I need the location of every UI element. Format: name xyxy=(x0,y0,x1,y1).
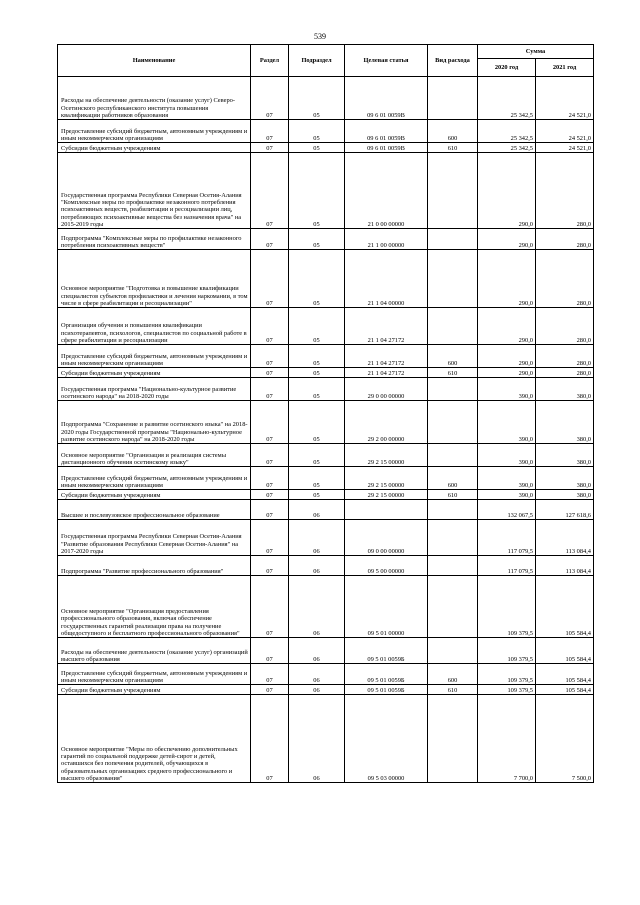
row-target: 21 1 04 27172 xyxy=(345,308,428,345)
row-subsection: 05 xyxy=(289,490,345,500)
row-subsection: 05 xyxy=(289,143,345,153)
table-row xyxy=(58,308,594,345)
row-name: Субсидии бюджетным учреждениям xyxy=(58,368,251,378)
row-sum-2021: 105 584,4 xyxy=(536,664,594,685)
row-subsection: 05 xyxy=(289,77,345,120)
row-name: Подпрограмма "Комплексные меры по профилактике незаконного потребления психоактивных веществ" xyxy=(58,229,251,250)
table-row xyxy=(58,77,594,120)
row-target: 09 5 01 0059Б xyxy=(345,638,428,664)
row-sum-2020: 109 379,5 xyxy=(478,664,536,685)
row-subsection: 05 xyxy=(289,467,345,490)
row-section: 07 xyxy=(251,556,289,576)
row-section: 07 xyxy=(251,500,289,520)
row-name: Субсидии бюджетным учреждениям xyxy=(58,143,251,153)
row-sum-2020: 390,0 xyxy=(478,490,536,500)
table-row xyxy=(58,576,594,638)
row-name: Основное мероприятие "Подготовка и повышение квалификации специалистов субъектов профилактики и лечения наркомании, в том числе в сфере реабилитации и ресоциализации" xyxy=(58,250,251,308)
row-section: 07 xyxy=(251,345,289,368)
row-sum-2020: 109 379,5 xyxy=(478,638,536,664)
table-row xyxy=(58,695,594,783)
row-sum-2020: 109 379,5 xyxy=(478,576,536,638)
table-row xyxy=(58,120,594,143)
table-row xyxy=(58,638,594,664)
row-target: 29 2 15 00000 xyxy=(345,467,428,490)
row-name: Основное мероприятие "Меры по обеспечению дополнительных гарантий по социальной поддержке детей-сирот и детей, оставшихся без попечения родителей, обучающихся в образовательных организациях среднего профессионального и высшего образования" xyxy=(58,695,251,783)
table-row xyxy=(58,490,594,500)
row-sum-2020: 109 379,5 xyxy=(478,685,536,695)
row-target: 29 2 15 00000 xyxy=(345,444,428,467)
row-sum-2020: 25 342,5 xyxy=(478,143,536,153)
row-expense-type xyxy=(428,695,478,783)
row-target: 21 1 00 00000 xyxy=(345,229,428,250)
row-sum-2020: 290,0 xyxy=(478,308,536,345)
row-sum-2021: 380,0 xyxy=(536,401,594,444)
row-sum-2020: 7 700,0 xyxy=(478,695,536,783)
row-sum-2021: 280,0 xyxy=(536,153,594,229)
row-expense-type: 610 xyxy=(428,490,478,500)
row-sum-2020: 117 079,5 xyxy=(478,520,536,556)
row-sum-2021: 7 500,0 xyxy=(536,695,594,783)
header-name: Наименование xyxy=(58,45,251,77)
row-name: Подпрограмма "Сохранение и развитие осетинского языка" на 2018-2020 годы Государственной программы "Национально-культурное развитие осетинского народа" на 2018-2020 годы xyxy=(58,401,251,444)
row-target: 21 1 04 00000 xyxy=(345,250,428,308)
row-target: 21 1 04 27172 xyxy=(345,345,428,368)
row-target: 09 5 01 0059Б xyxy=(345,685,428,695)
row-sum-2020: 390,0 xyxy=(478,401,536,444)
header-year-2021: 2021 год xyxy=(536,59,594,77)
row-expense-type: 600 xyxy=(428,664,478,685)
header-sum: Сумма xyxy=(478,45,594,59)
row-target: 09 6 01 0059В xyxy=(345,120,428,143)
row-sum-2021: 380,0 xyxy=(536,467,594,490)
row-sum-2020: 290,0 xyxy=(478,153,536,229)
row-name: Организация обучения и повышения квалификации психотерапевтов, психологов, специалистов по социальной работе в сфере реабилитации и ресоциализации xyxy=(58,308,251,345)
row-section: 07 xyxy=(251,638,289,664)
header-expense-type: Вид расхода xyxy=(428,45,478,77)
row-subsection: 06 xyxy=(289,556,345,576)
header-year-2020: 2020 год xyxy=(478,59,536,77)
row-sum-2021: 24 521,0 xyxy=(536,120,594,143)
row-name: Основное мероприятие "Организация и реализация системы дистанционного обучения осетинскому языку" xyxy=(58,444,251,467)
row-sum-2020: 25 342,5 xyxy=(478,120,536,143)
row-section: 07 xyxy=(251,444,289,467)
row-expense-type: 610 xyxy=(428,685,478,695)
row-name: Субсидии бюджетным учреждениям xyxy=(58,490,251,500)
row-subsection: 05 xyxy=(289,444,345,467)
budget-table xyxy=(57,44,594,783)
row-sum-2021: 105 584,4 xyxy=(536,685,594,695)
table-row xyxy=(58,520,594,556)
row-expense-type xyxy=(428,378,478,401)
row-subsection: 05 xyxy=(289,368,345,378)
row-expense-type xyxy=(428,576,478,638)
row-sum-2021: 105 584,4 xyxy=(536,576,594,638)
row-expense-type: 600 xyxy=(428,120,478,143)
row-name: Высшее и послевузовское профессиональное образование xyxy=(58,500,251,520)
row-section: 07 xyxy=(251,120,289,143)
row-expense-type xyxy=(428,556,478,576)
row-subsection: 06 xyxy=(289,664,345,685)
row-expense-type xyxy=(428,153,478,229)
row-sum-2021: 280,0 xyxy=(536,250,594,308)
row-expense-type xyxy=(428,77,478,120)
row-subsection: 05 xyxy=(289,250,345,308)
row-sum-2020: 132 067,5 xyxy=(478,500,536,520)
row-subsection: 05 xyxy=(289,153,345,229)
row-target: 09 5 03 00000 xyxy=(345,695,428,783)
row-subsection: 05 xyxy=(289,120,345,143)
row-section: 07 xyxy=(251,368,289,378)
row-subsection: 05 xyxy=(289,229,345,250)
table-row xyxy=(58,685,594,695)
row-expense-type xyxy=(428,308,478,345)
row-sum-2021: 280,0 xyxy=(536,229,594,250)
row-section: 07 xyxy=(251,685,289,695)
row-expense-type xyxy=(428,638,478,664)
table-row xyxy=(58,401,594,444)
row-expense-type xyxy=(428,250,478,308)
row-target: 21 1 04 27172 xyxy=(345,368,428,378)
row-subsection: 05 xyxy=(289,401,345,444)
row-name: Основное мероприятие "Организация предоставления профессионального образования, включая обеспечение государственных гарантий реализации права на получение общедоступного и бесплатного профессионального образования" xyxy=(58,576,251,638)
row-expense-type xyxy=(428,444,478,467)
row-section: 07 xyxy=(251,695,289,783)
row-name: Подпрограмма "Развитие профессионального образования" xyxy=(58,556,251,576)
row-section: 07 xyxy=(251,143,289,153)
row-expense-type: 610 xyxy=(428,143,478,153)
header-subsection: Подраздел xyxy=(289,45,345,77)
row-target: 29 2 15 00000 xyxy=(345,490,428,500)
row-expense-type: 600 xyxy=(428,345,478,368)
row-section: 07 xyxy=(251,401,289,444)
row-name: Субсидии бюджетным учреждениям xyxy=(58,685,251,695)
header-target: Целевая статья xyxy=(345,45,428,77)
row-subsection: 05 xyxy=(289,308,345,345)
row-subsection: 06 xyxy=(289,520,345,556)
row-sum-2021: 280,0 xyxy=(536,345,594,368)
row-sum-2021: 380,0 xyxy=(536,444,594,467)
table-row xyxy=(58,378,594,401)
row-sum-2020: 290,0 xyxy=(478,368,536,378)
row-sum-2020: 290,0 xyxy=(478,229,536,250)
row-name: Предоставление субсидий бюджетным, автономным учреждениям и иным некоммерческим организациям xyxy=(58,467,251,490)
row-subsection: 06 xyxy=(289,576,345,638)
row-sum-2021: 380,0 xyxy=(536,490,594,500)
row-target xyxy=(345,500,428,520)
row-sum-2021: 113 084,4 xyxy=(536,556,594,576)
row-section: 07 xyxy=(251,153,289,229)
row-section: 07 xyxy=(251,576,289,638)
table-row xyxy=(58,467,594,490)
table-row xyxy=(58,153,594,229)
row-section: 07 xyxy=(251,490,289,500)
row-subsection: 05 xyxy=(289,378,345,401)
row-name: Предоставление субсидий бюджетным, автономным учреждениям и иным некоммерческим организациям xyxy=(58,120,251,143)
row-subsection: 06 xyxy=(289,500,345,520)
row-section: 07 xyxy=(251,520,289,556)
table-row xyxy=(58,345,594,368)
table-row xyxy=(58,444,594,467)
row-target: 29 0 00 00000 xyxy=(345,378,428,401)
row-expense-type xyxy=(428,401,478,444)
table-row xyxy=(58,368,594,378)
row-sum-2020: 390,0 xyxy=(478,378,536,401)
row-sum-2020: 390,0 xyxy=(478,467,536,490)
row-sum-2020: 117 079,5 xyxy=(478,556,536,576)
row-subsection: 06 xyxy=(289,685,345,695)
row-expense-type xyxy=(428,229,478,250)
row-name: Государственная программа "Национально-культурное развитие осетинского народа" на 2018-2020 годы xyxy=(58,378,251,401)
table-row xyxy=(58,143,594,153)
row-target: 09 5 01 0059Б xyxy=(345,664,428,685)
row-sum-2021: 24 521,0 xyxy=(536,77,594,120)
row-section: 07 xyxy=(251,664,289,685)
row-target: 09 5 01 00000 xyxy=(345,576,428,638)
row-target: 21 0 00 00000 xyxy=(345,153,428,229)
row-sum-2021: 380,0 xyxy=(536,378,594,401)
table-row xyxy=(58,500,594,520)
row-expense-type xyxy=(428,520,478,556)
row-section: 07 xyxy=(251,229,289,250)
row-expense-type xyxy=(428,500,478,520)
row-name: Предоставление субсидий бюджетным, автономным учреждениям и иным некоммерческим организациям xyxy=(58,664,251,685)
row-section: 07 xyxy=(251,378,289,401)
row-section: 07 xyxy=(251,250,289,308)
row-section: 07 xyxy=(251,77,289,120)
row-section: 07 xyxy=(251,308,289,345)
row-section: 07 xyxy=(251,467,289,490)
table-row xyxy=(58,556,594,576)
row-sum-2020: 290,0 xyxy=(478,250,536,308)
row-subsection: 06 xyxy=(289,695,345,783)
row-name: Государственная программа Республики Северная Осетия-Алания "Развитие образования Республики Северная Осетия-Алания" на 2017-2020 годы xyxy=(58,520,251,556)
table-row xyxy=(58,664,594,685)
row-name: Предоставление субсидий бюджетным, автономным учреждениям и иным некоммерческим организациям xyxy=(58,345,251,368)
row-sum-2021: 24 521,0 xyxy=(536,143,594,153)
row-name: Расходы на обеспечение деятельности (оказание услуг) организаций высшего образования xyxy=(58,638,251,664)
row-sum-2021: 127 618,6 xyxy=(536,500,594,520)
page-number: 539 xyxy=(314,32,326,41)
row-sum-2020: 290,0 xyxy=(478,345,536,368)
table-row xyxy=(58,250,594,308)
row-name: Государственная программа Республики Северная Осетия-Алания "Комплексные меры по профилактике незаконного потребления психоактивных веществ, реабилитации и ресоциализации лиц, потребляющих психоактивные вещества без назначения врача" на 2015-2019 годы xyxy=(58,153,251,229)
row-subsection: 06 xyxy=(289,638,345,664)
row-name: Расходы на обеспечение деятельности (оказание услуг) Северо-Осетинского республиканского института повышения квалификации работников образования xyxy=(58,77,251,120)
table-row xyxy=(58,229,594,250)
row-target: 09 0 00 00000 xyxy=(345,520,428,556)
row-subsection: 05 xyxy=(289,345,345,368)
row-expense-type: 610 xyxy=(428,368,478,378)
row-sum-2021: 113 084,4 xyxy=(536,520,594,556)
row-target: 29 2 00 00000 xyxy=(345,401,428,444)
row-sum-2020: 25 342,5 xyxy=(478,77,536,120)
row-sum-2020: 390,0 xyxy=(478,444,536,467)
row-expense-type: 600 xyxy=(428,467,478,490)
row-target: 09 6 01 0059В xyxy=(345,77,428,120)
row-sum-2021: 280,0 xyxy=(536,368,594,378)
row-sum-2021: 105 584,4 xyxy=(536,638,594,664)
row-target: 09 5 00 00000 xyxy=(345,556,428,576)
header-section: Раздел xyxy=(251,45,289,77)
row-sum-2021: 280,0 xyxy=(536,308,594,345)
row-target: 09 6 01 0059В xyxy=(345,143,428,153)
